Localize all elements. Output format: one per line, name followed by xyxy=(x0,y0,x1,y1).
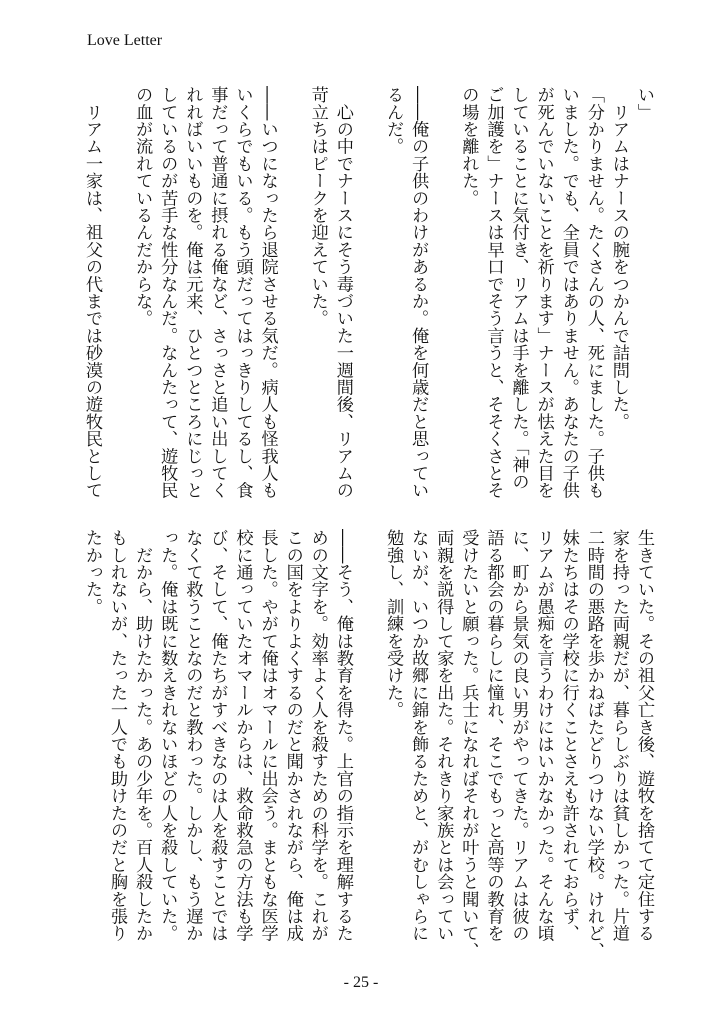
text-line: 勉強し、訓練を受けた。 xyxy=(383,529,404,719)
blank-line xyxy=(280,86,305,506)
text-line: 長した。やがて俺はオマールに出会う。まともな医学 xyxy=(257,529,278,942)
text-line: リアムが愚痴を言うわけにはいかなかった。そんな頃 xyxy=(533,529,554,942)
text-line: たかった。 xyxy=(81,529,102,615)
text-line: 語る都会の暮らしに憧れ、そこでもっと高等の教育を xyxy=(483,529,504,942)
text-line: 両親を説得して家を出た。それきり家族とは会ってい xyxy=(433,529,454,942)
text-line: ――いつになったら退院させる気だ。病人も怪我人も xyxy=(257,86,278,499)
text-line: めの文字を。効率よく人を殺すための科学を。これが xyxy=(307,529,328,942)
text-line: しているのが苦手な性分なんだ。なんたって、遊牧民 xyxy=(157,86,178,499)
text-line: していることに気付き、リアムは手を離した。「神の xyxy=(508,86,529,491)
blank-line xyxy=(355,529,380,949)
text-line: の血が流れているんだからな。 xyxy=(132,86,153,327)
text-line: が死んでいないことを祈ります」ナースが怯えた目を xyxy=(533,86,554,499)
text-line: 生きていた。その祖父亡き後、遊牧を捨てて定住する xyxy=(634,529,654,942)
text-line: の場を離れた。 xyxy=(458,86,479,207)
text-line: び、そして、俺たちがすべきなのは人を殺すことでは xyxy=(207,529,228,942)
text-line: 心の中でナースにそう毒づいた一週間後、リアムの xyxy=(332,86,353,499)
text-line: れればいいものを。俺は元来、ひとつところにじっと xyxy=(182,86,203,499)
text-line: だから、助けたかった。あの少年を。百人殺したか xyxy=(132,529,153,942)
text-line: リアムはナースの腕をつかんで詰問した。 xyxy=(608,86,629,430)
text-line: 事だって普通に摂れる俺など、さっさと追い出してく xyxy=(207,86,228,499)
text-line: 苛立ちはピークを迎えていた。 xyxy=(307,86,328,327)
text-line: ――そう、俺は教育を得た。上官の指示を理解するた xyxy=(332,529,353,942)
text-line: るんだ。 xyxy=(383,86,404,155)
page-number: - 25 - xyxy=(343,974,379,991)
text-line: いました。でも、全員ではありません。あなたの子供 xyxy=(558,86,579,499)
text-line: リアム一家は、祖父の代までは砂漠の遊牧民として xyxy=(81,86,102,499)
text-line: ご加護を」ナースは早口でそう言うと、そそくさとそ xyxy=(483,86,504,499)
text-line: 二時間の悪路を歩かねばたどりつけない学校。けれど、 xyxy=(583,529,604,959)
blank-line xyxy=(430,86,455,506)
text-line: なくて救うことなのだと教わった。しかし、もう遅か xyxy=(182,529,203,942)
running-head-title: Love Letter xyxy=(87,32,163,49)
text-line: 校に通っていたオマールからは、救命救急の方法も学 xyxy=(232,529,253,942)
text-line: に、町から景気の良い男がやってきた。リアムは彼の xyxy=(508,529,529,942)
text-line: い」 xyxy=(634,86,654,121)
text-line: 受けたいと願った。兵士になればそれが叶うと聞いて、 xyxy=(458,529,479,959)
text-line: 「分かりません。たくさんの人、死にました。子供も xyxy=(583,86,604,499)
text-block-bottom xyxy=(78,529,656,959)
text-line: ないが、いつか故郷に錦を飾るためと、がむしゃらに xyxy=(408,529,429,942)
text-line: った。俺は既に数えきれないほどの人を殺していた。 xyxy=(157,529,178,942)
text-line: 家を持った両親だが、暮らしぶりは貧しかった。片道 xyxy=(608,529,629,942)
text-line: ――俺の子供のわけがあるか。俺を何歳だと思ってい xyxy=(408,86,429,499)
text-line: もしれないが、たった一人でも助けたのだと胸を張り xyxy=(107,529,128,942)
text-block-top xyxy=(78,86,656,506)
text-line: 妹たちはその学校に行くことさえも許されておらず、 xyxy=(558,529,579,942)
blank-line xyxy=(104,86,129,506)
text-line: いくらでもいる。もう頭だってはっきりしてるし、食 xyxy=(232,86,253,499)
text-line: この国をよりよくするのだと聞かされながら、俺は成 xyxy=(282,529,303,942)
blank-line xyxy=(355,86,380,506)
